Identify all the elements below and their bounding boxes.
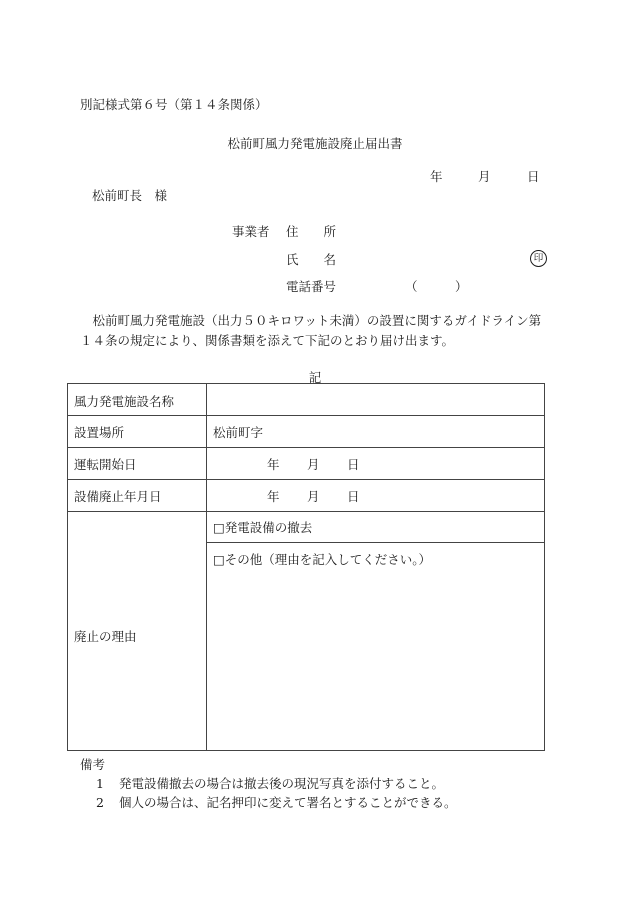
note-text: 個人の場合は、記名押印に変えて署名とすることができる。 bbox=[118, 795, 457, 810]
reason-divider bbox=[206, 542, 544, 543]
note-text: 発電設備撤去の場合は撤去後の現況写真を添付すること。 bbox=[118, 776, 444, 791]
note-item-2 bbox=[96, 793, 456, 811]
declaration-text: 松前町風力発電施設（出力５０キロワット未満）の設置に関するガイドライン第１４条の規定により、関係書類を添えて下記のとおり届け出ます。 bbox=[80, 313, 542, 348]
facility-name-label: 風力発電施設名称 bbox=[74, 394, 175, 409]
document-title: 松前町風力発電施設廃止届出書 bbox=[227, 136, 403, 151]
ki-heading: 記 bbox=[308, 370, 322, 385]
reason-option-removal[interactable]: □発電設備の撤去 bbox=[213, 520, 313, 535]
table-row-start-date bbox=[68, 447, 544, 480]
seal-icon: 印 bbox=[530, 250, 547, 267]
date-day: 日 bbox=[527, 169, 540, 184]
reason-option-other[interactable]: □その他（理由を記入してください。） bbox=[213, 552, 432, 567]
notes-heading: 備考 bbox=[80, 757, 106, 772]
end-date-label: 設備廃止年月日 bbox=[74, 489, 162, 504]
location-field[interactable]: 松前町字 bbox=[213, 425, 264, 440]
start-date-label: 運転開始日 bbox=[74, 457, 137, 472]
form-reference: 別記様式第６号（第１４条関係） bbox=[80, 97, 268, 112]
addressee: 松前町長 様 bbox=[92, 188, 168, 203]
table-row-end-date bbox=[68, 479, 544, 512]
name-label: 氏 名 bbox=[286, 252, 337, 267]
start-date-year: 年 bbox=[267, 457, 280, 472]
note-number: 2 bbox=[96, 795, 104, 810]
start-date-month: 月 bbox=[307, 457, 320, 472]
note-number: 1 bbox=[96, 776, 104, 791]
phone-parens: （ ） bbox=[405, 279, 468, 294]
note-item-1 bbox=[96, 774, 444, 792]
end-date-month: 月 bbox=[307, 489, 320, 504]
phone-label: 電話番号 bbox=[286, 279, 337, 294]
address-label: 住 所 bbox=[286, 224, 337, 239]
location-label: 設置場所 bbox=[74, 425, 125, 440]
end-date-year: 年 bbox=[267, 489, 280, 504]
table-row-location bbox=[68, 415, 544, 448]
table-row-facility-name bbox=[68, 384, 544, 416]
details-table bbox=[67, 383, 545, 751]
date-year: 年 bbox=[430, 169, 443, 184]
date-month: 月 bbox=[478, 169, 491, 184]
start-date-day: 日 bbox=[347, 457, 360, 472]
end-date-day: 日 bbox=[347, 489, 360, 504]
applicant-role: 事業者 bbox=[232, 224, 270, 239]
reason-label: 廃止の理由 bbox=[74, 629, 137, 644]
